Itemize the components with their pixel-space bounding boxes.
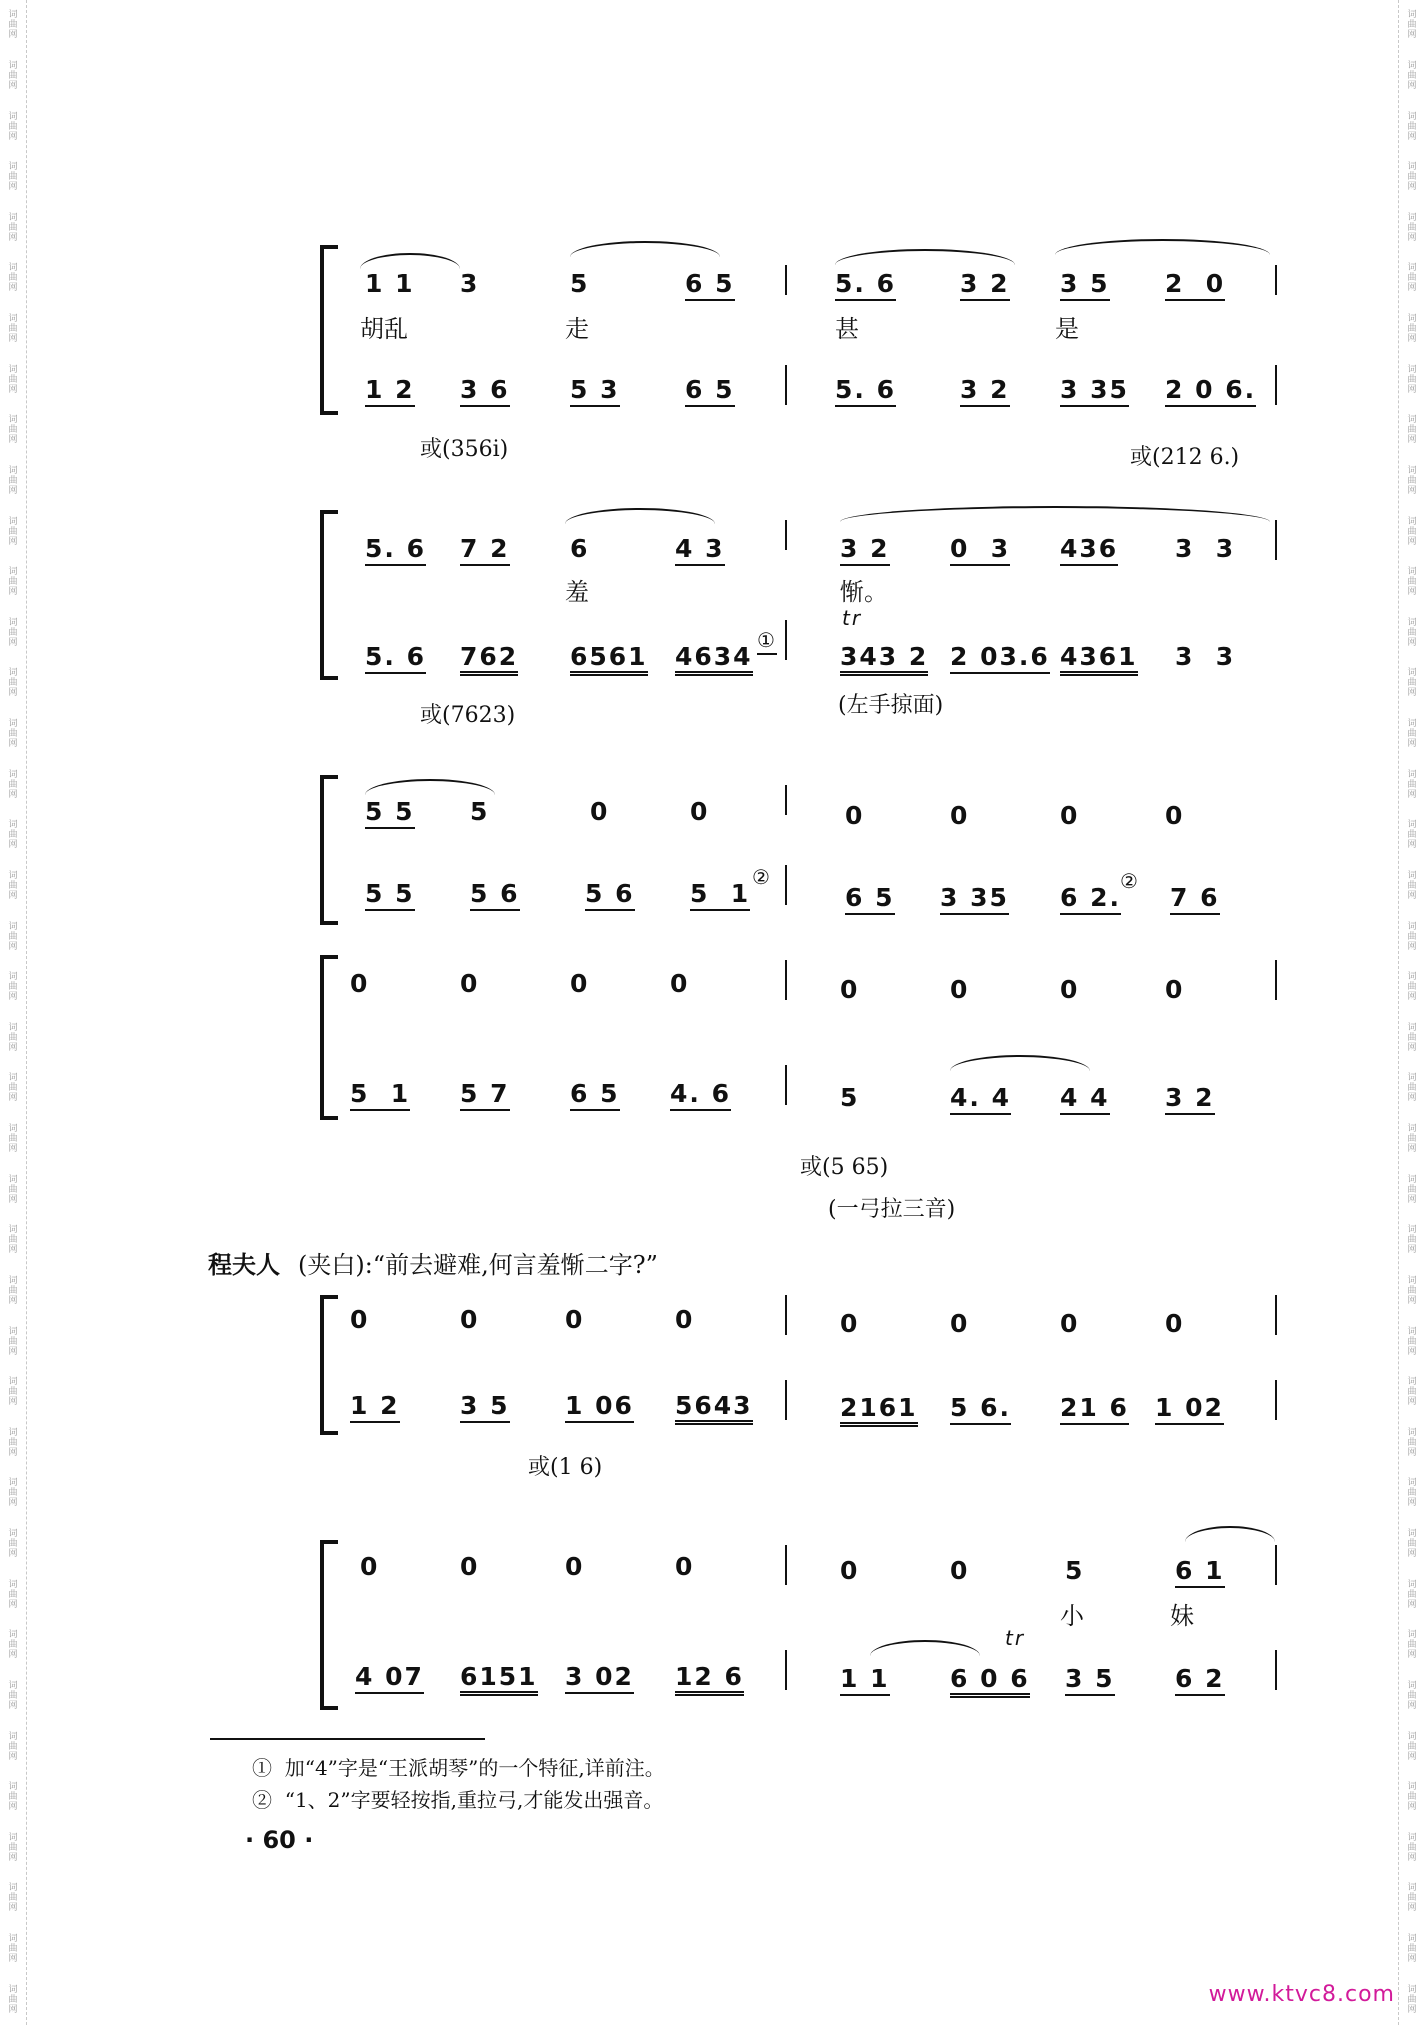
lower-note: 3 6 (460, 375, 510, 407)
side-watermark-text: 词 曲 网 (8, 1478, 18, 1509)
side-watermark-text: 词 曲 网 (8, 1731, 18, 1762)
side-watermark-text: 词 曲 网 (1407, 212, 1417, 243)
slur (840, 506, 1270, 522)
slur (835, 249, 1015, 265)
lower-note: 4 07 (355, 1662, 424, 1694)
lower-note: 5 1 (690, 879, 750, 911)
barline (1275, 1545, 1277, 1585)
side-watermark-text: 词 曲 网 (8, 60, 18, 91)
slur (1185, 1526, 1275, 1542)
side-watermark-text: 词 曲 网 (8, 1630, 18, 1661)
upper-note: 0 (675, 1552, 695, 1581)
side-watermark-text: 词 曲 网 (8, 668, 18, 699)
side-watermark-text: 词 曲 网 (8, 1377, 18, 1408)
side-watermark-text: 词 曲 网 (8, 1680, 18, 1711)
lower-note: 3 2 (1165, 1083, 1215, 1115)
lyric: 羞 (565, 578, 589, 606)
upper-note: 5 (570, 269, 590, 298)
lower-note: 3 35 (1060, 375, 1129, 407)
upper-note: 0 (350, 1305, 370, 1334)
side-watermark-text: 词 曲 网 (8, 314, 18, 345)
side-watermark-text: 词 曲 网 (1407, 1275, 1417, 1306)
side-watermark-text: 词 曲 网 (8, 1832, 18, 1863)
barline (1275, 520, 1277, 560)
lower-note: 1 06 (565, 1391, 634, 1423)
lower-note: 5. 6 (835, 375, 896, 407)
side-watermark-text: 词 曲 网 (1407, 1731, 1417, 1762)
lower-note: 1 1 (840, 1664, 890, 1696)
page-number: · 60 · (245, 1826, 314, 1854)
side-watermark-text: 词 曲 网 (8, 1782, 18, 1813)
slur (565, 508, 715, 524)
score-system-2 (320, 510, 1275, 680)
side-watermark-text: 词 曲 网 (1407, 415, 1417, 446)
lower-note: 343 2 (840, 642, 928, 676)
lower-note: 4. 4 (950, 1083, 1011, 1115)
lower-note: 4. 6 (670, 1079, 731, 1111)
lower-note: 6 2. (1060, 883, 1121, 915)
upper-note: 0 (570, 969, 590, 998)
lower-note: 4 4 (1060, 1083, 1110, 1115)
footnote-marker: ② (752, 865, 772, 889)
upper-note: 2 0 (1165, 269, 1225, 301)
score-system-6 (320, 1540, 1275, 1710)
score-system-5 (320, 1295, 1275, 1435)
side-watermark-text: 词 曲 网 (1407, 617, 1417, 648)
upper-note: 0 (460, 1305, 480, 1334)
upper-note: 0 (1165, 975, 1185, 1004)
side-watermark-text: 词 曲 网 (8, 870, 18, 901)
slur (360, 253, 460, 269)
side-watermark-text: 词 曲 网 (8, 769, 18, 800)
lower-note: 5. 6 (365, 642, 426, 674)
alternate-note: 或(5 65) (800, 1155, 889, 1180)
side-watermark-text: 词 曲 网 (1407, 1174, 1417, 1205)
lower-note: 6 2 (1175, 1664, 1225, 1696)
barline (1275, 1650, 1277, 1690)
footnote-divider (210, 1738, 485, 1740)
lower-note: 6151 (460, 1662, 538, 1696)
lower-note: 1 02 (1155, 1393, 1224, 1425)
right-watermark-strip (1398, 0, 1425, 2025)
lower-note: 6 5 (845, 883, 895, 915)
left-watermark-strip (0, 0, 27, 2025)
alternate-note: 或(356i) (420, 437, 509, 462)
side-watermark-text: 词 曲 网 (1407, 1225, 1417, 1256)
upper-note: 0 (950, 801, 970, 830)
side-watermark-text: 词 曲 网 (8, 719, 18, 750)
alternate-note: 或(7623) (420, 703, 516, 728)
upper-note: 0 (460, 1552, 480, 1581)
side-watermark-text: 词 曲 网 (1407, 1630, 1417, 1661)
upper-note: 0 (360, 1552, 380, 1581)
lower-note: 5 6 (585, 879, 635, 911)
upper-note: 0 (1165, 801, 1185, 830)
side-watermark-text: 词 曲 网 (1407, 263, 1417, 294)
alternate-note: 或(1 6) (528, 1455, 603, 1480)
barline (785, 960, 787, 1000)
lower-note: 5 6. (950, 1393, 1011, 1425)
side-watermark-text: 词 曲 网 (8, 1022, 18, 1053)
barline (785, 1545, 787, 1585)
barline (785, 1295, 787, 1335)
side-watermark-text: 词 曲 网 (8, 1174, 18, 1205)
barline (785, 520, 787, 550)
side-watermark-text: 词 曲 网 (1407, 1326, 1417, 1357)
lower-note: 3 2 (960, 375, 1010, 407)
barline (785, 865, 787, 905)
upper-note: 7 2 (460, 534, 510, 566)
side-watermark-text: 词 曲 网 (1407, 567, 1417, 598)
side-watermark-text: 词 曲 网 (1407, 516, 1417, 547)
side-watermark-text: 词 曲 网 (1407, 1529, 1417, 1560)
lower-note: 6 5 (570, 1079, 620, 1111)
upper-note: 4 3 (675, 534, 725, 566)
side-watermark-text: 词 曲 网 (8, 516, 18, 547)
side-watermark-text: 词 曲 网 (8, 1529, 18, 1560)
lower-note: 5643 (675, 1391, 753, 1425)
upper-note: 6 (570, 534, 590, 563)
side-watermark-text: 词 曲 网 (1407, 1934, 1417, 1965)
side-watermark-text: 词 曲 网 (8, 1984, 18, 2015)
upper-note: 0 (1060, 975, 1080, 1004)
lower-note: 2 03.6 (950, 642, 1050, 674)
upper-note: 1 1 (365, 269, 415, 298)
lower-note: 3 02 (565, 1662, 634, 1694)
upper-note: 0 3 (950, 534, 1010, 566)
upper-note: 5 (470, 797, 490, 826)
side-watermark-text: 词 曲 网 (8, 1934, 18, 1965)
upper-note: 0 (1165, 1309, 1185, 1338)
side-watermark-text: 词 曲 网 (8, 465, 18, 496)
side-watermark-text: 词 曲 网 (1407, 1782, 1417, 1813)
barline (785, 620, 787, 660)
trill-mark: tr (1005, 1626, 1026, 1650)
side-watermark-text: 词 曲 网 (1407, 668, 1417, 699)
slur (365, 779, 495, 795)
upper-note: 0 (950, 1556, 970, 1585)
barline (785, 1380, 787, 1420)
side-watermark-text: 词 曲 网 (1407, 1022, 1417, 1053)
side-watermark-text: 词 曲 网 (8, 1883, 18, 1914)
side-watermark-text: 词 曲 网 (8, 820, 18, 851)
lower-note: 5 (840, 1083, 860, 1112)
lower-note: 4634 (675, 642, 753, 676)
side-watermark-text: 词 曲 网 (1407, 972, 1417, 1003)
lyric: 甚 (835, 315, 859, 343)
lower-note: 2161 (840, 1393, 918, 1427)
system-bracket (320, 955, 338, 1120)
lower-note: 3 3 (1175, 642, 1236, 671)
side-watermark-text: 词 曲 网 (8, 567, 18, 598)
footnote-1: ① 加“4”字是“王派胡琴”的一个特征,详前注。 (252, 1756, 665, 1780)
upper-note: 0 (675, 1305, 695, 1334)
side-watermark-text: 词 曲 网 (1407, 719, 1417, 750)
lower-note: 21 6 (1060, 1393, 1129, 1425)
barline (1275, 1380, 1277, 1420)
side-watermark-text: 词 曲 网 (8, 263, 18, 294)
barline (785, 265, 787, 295)
slur (1055, 239, 1270, 255)
upper-note: 5. 6 (365, 534, 426, 566)
side-watermark-text: 词 曲 网 (8, 1579, 18, 1610)
lower-note: 12 6 (675, 1662, 744, 1696)
lower-note: 5 1 (350, 1079, 410, 1111)
score-system-1 (320, 245, 1275, 415)
system-bracket (320, 775, 338, 925)
side-watermark-text: 词 曲 网 (1407, 1579, 1417, 1610)
upper-note: 0 (350, 969, 370, 998)
side-watermark-text: 词 曲 网 (8, 617, 18, 648)
upper-note: 3 2 (960, 269, 1010, 301)
side-watermark-text: 词 曲 网 (8, 212, 18, 243)
side-watermark-text: 词 曲 网 (1407, 111, 1417, 142)
upper-note: 6 1 (1175, 1556, 1225, 1588)
upper-note: 0 (690, 797, 710, 826)
side-watermark-text: 词 曲 网 (8, 972, 18, 1003)
upper-note: 0 (840, 1309, 860, 1338)
upper-note: 3 2 (840, 534, 890, 566)
side-watermark-text: 词 曲 网 (1407, 1073, 1417, 1104)
side-watermark-text: 词 曲 网 (8, 1073, 18, 1104)
barline (785, 1650, 787, 1690)
side-watermark-text: 词 曲 网 (8, 1326, 18, 1357)
side-watermark-text: 词 曲 网 (1407, 162, 1417, 193)
side-watermark-text: 词 曲 网 (8, 162, 18, 193)
barline (785, 365, 787, 405)
slur (950, 1055, 1090, 1071)
barline (1275, 1295, 1277, 1335)
lyric: 胡乱 (360, 315, 408, 343)
lyric: 妹 (1170, 1602, 1194, 1630)
upper-note: 6 5 (685, 269, 735, 301)
lower-note: 5 5 (365, 879, 415, 911)
score-system-3 (320, 775, 1275, 925)
system-bracket (320, 1540, 338, 1710)
lower-note: 4361 (1060, 642, 1138, 676)
side-watermark-text: 词 曲 网 (8, 1275, 18, 1306)
slur (570, 241, 720, 257)
upper-note: 0 (950, 1309, 970, 1338)
upper-note: 0 (565, 1305, 585, 1334)
footnote-2: ② “1、2”字要轻按指,重拉弓,才能发出强音。 (252, 1788, 664, 1812)
footnote-marker: ② (1120, 869, 1140, 893)
lower-note: 1 2 (365, 375, 415, 407)
lyric: 惭。 (840, 578, 888, 606)
upper-note: 0 (1060, 1309, 1080, 1338)
upper-note: 0 (1060, 801, 1080, 830)
lyric: 小 (1060, 1602, 1084, 1630)
side-watermark-text: 词 曲 网 (8, 921, 18, 952)
side-watermark-text: 词 曲 网 (8, 1225, 18, 1256)
side-watermark-text: 词 曲 网 (1407, 364, 1417, 395)
side-watermark-text: 词 曲 网 (1407, 769, 1417, 800)
barline (1275, 265, 1277, 295)
lower-note: 6561 (570, 642, 648, 676)
alternate-note: 或(212 6.) (1130, 445, 1240, 470)
spoken-text: (夹白):“前去避难,何言羞惭二字?” (298, 1251, 658, 1279)
side-watermark-text: 词 曲 网 (8, 1427, 18, 1458)
upper-note: 5 (1065, 1556, 1085, 1585)
side-watermark-text: 词 曲 网 (1407, 1680, 1417, 1711)
upper-note: 5 5 (365, 797, 415, 829)
barline (785, 785, 787, 815)
side-watermark-text: 词 曲 网 (1407, 1377, 1417, 1408)
lower-note: 3 5 (460, 1391, 510, 1423)
lyric: 走 (565, 315, 589, 343)
lower-note: 7 6 (1170, 883, 1220, 915)
lower-note: 1 2 (350, 1391, 400, 1423)
lower-note: 5 6 (470, 879, 520, 911)
upper-note: 0 (670, 969, 690, 998)
footnote-marker: ① (757, 628, 777, 655)
performance-note: (一弓拉三音) (828, 1197, 956, 1222)
side-watermark-text: 词 曲 网 (1407, 820, 1417, 851)
system-bracket (320, 1295, 338, 1435)
barline (1275, 365, 1277, 405)
lower-note: 2 0 6. (1165, 375, 1256, 407)
slur (870, 1640, 980, 1656)
score-system-4 (320, 955, 1275, 1120)
side-watermark-text: 词 曲 网 (1407, 1427, 1417, 1458)
speaker-name: 程夫人 (208, 1251, 280, 1279)
side-watermark-text: 词 曲 网 (1407, 1984, 1417, 2015)
upper-note: 0 (565, 1552, 585, 1581)
side-watermark-text: 词 曲 网 (8, 415, 18, 446)
side-watermark-text: 词 曲 网 (1407, 314, 1417, 345)
side-watermark-text: 词 曲 网 (1407, 1832, 1417, 1863)
side-watermark-text: 词 曲 网 (1407, 1124, 1417, 1155)
side-watermark-text: 词 曲 网 (8, 111, 18, 142)
system-bracket (320, 245, 338, 415)
side-watermark-text: 词 曲 网 (1407, 1478, 1417, 1509)
lower-note: 3 35 (940, 883, 1009, 915)
upper-note: 3 (460, 269, 480, 298)
upper-note: 0 (950, 975, 970, 1004)
upper-note: 436 (1060, 534, 1118, 566)
spoken-line (208, 1245, 658, 1280)
side-watermark-text: 词 曲 网 (1407, 870, 1417, 901)
trill-mark: tr (842, 606, 863, 630)
lower-note: 762 (460, 642, 518, 676)
system-bracket (320, 510, 338, 680)
side-watermark-text: 词 曲 网 (1407, 465, 1417, 496)
upper-note: 0 (590, 797, 610, 826)
lower-note: 3 5 (1065, 1664, 1115, 1696)
site-watermark: www.ktvc8.com (1208, 1982, 1395, 2007)
performance-note: (左手掠面) (838, 693, 944, 718)
lower-note: 6 5 (685, 375, 735, 407)
lyric: 是 (1055, 315, 1079, 343)
lower-note: 5 3 (570, 375, 620, 407)
lower-note: 5 7 (460, 1079, 510, 1111)
barline (1275, 960, 1277, 1000)
side-watermark-text: 词 曲 网 (8, 364, 18, 395)
upper-note: 0 (840, 1556, 860, 1585)
upper-note: 5. 6 (835, 269, 896, 301)
side-watermark-text: 词 曲 网 (1407, 60, 1417, 91)
barline (785, 1065, 787, 1105)
side-watermark-text: 词 曲 网 (1407, 1883, 1417, 1914)
side-watermark-text: 词 曲 网 (1407, 921, 1417, 952)
side-watermark-text: 词 曲 网 (1407, 10, 1417, 41)
upper-note: 0 (840, 975, 860, 1004)
upper-note: 0 (460, 969, 480, 998)
upper-note: 3 3 (1175, 534, 1236, 563)
side-watermark-text: 词 曲 网 (8, 10, 18, 41)
upper-note: 3 5 (1060, 269, 1110, 301)
upper-note: 0 (845, 801, 865, 830)
side-watermark-text: 词 曲 网 (8, 1124, 18, 1155)
lower-note: 6 0 6 (950, 1664, 1030, 1698)
